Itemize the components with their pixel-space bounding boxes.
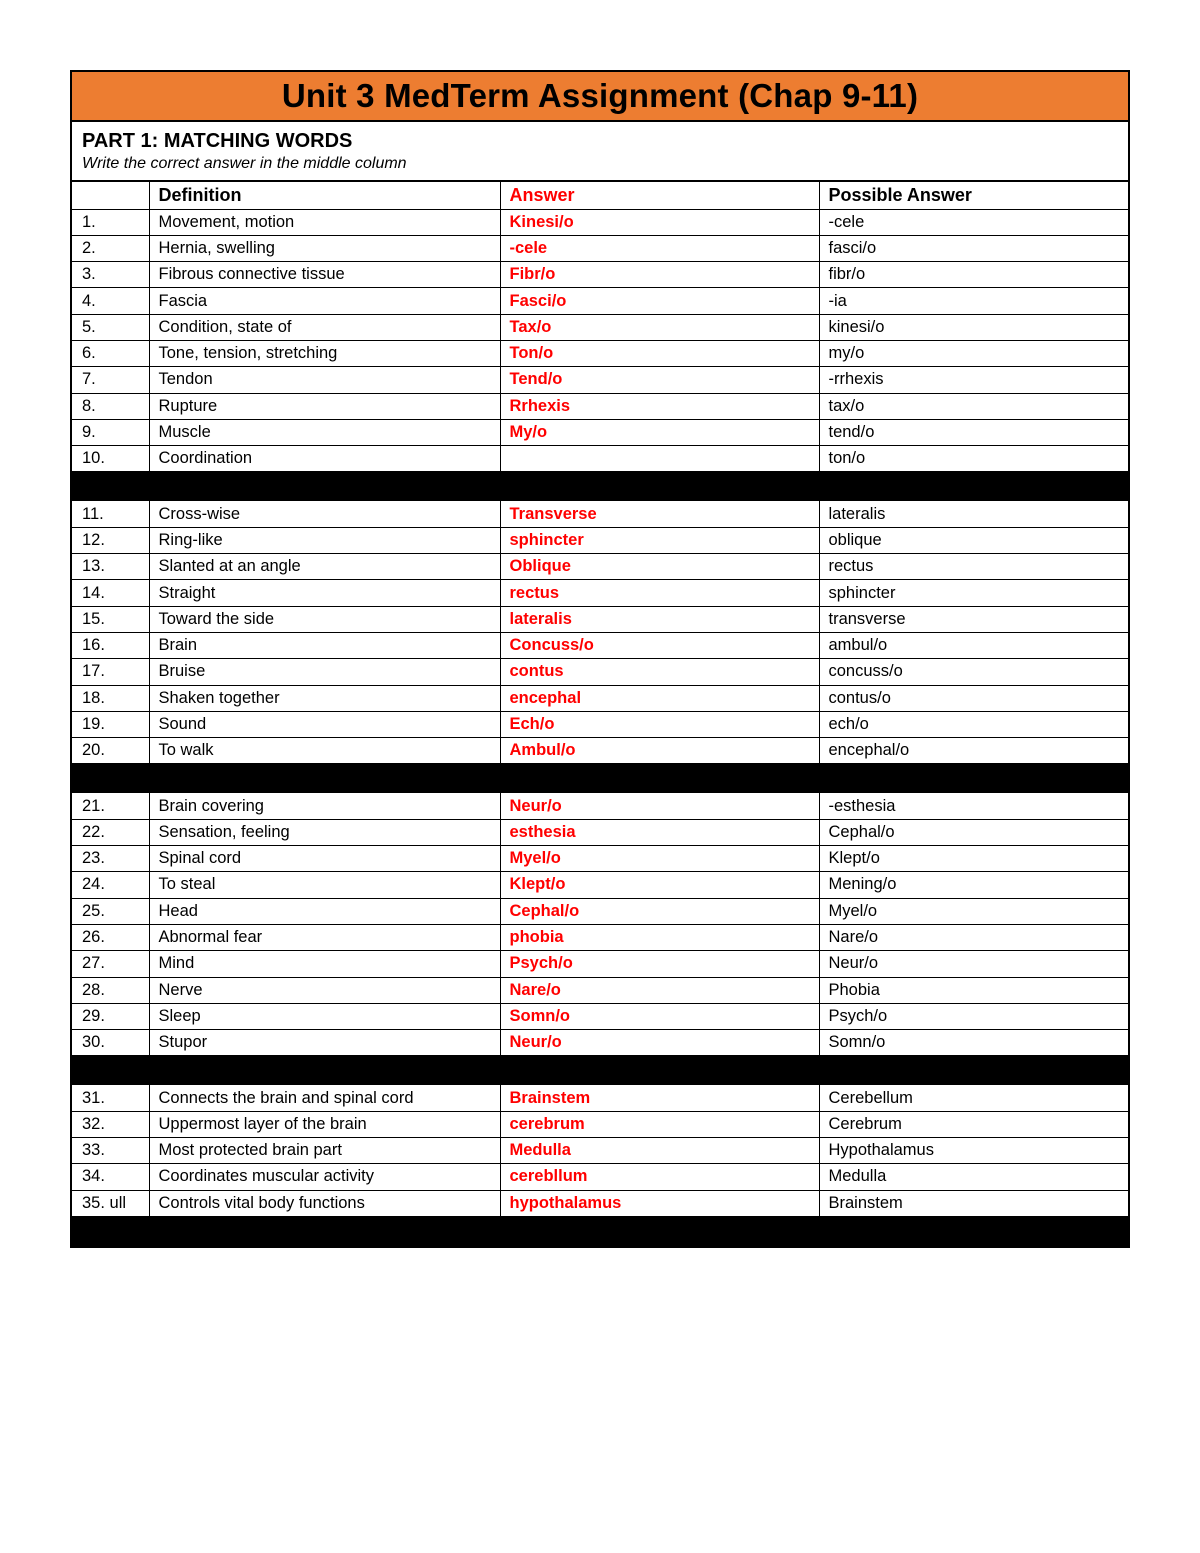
possible-answer-cell: kinesi/o bbox=[819, 314, 1128, 340]
possible-answer-cell: fasci/o bbox=[819, 235, 1128, 261]
possible-answer-cell: contus/o bbox=[819, 685, 1128, 711]
answer-cell[interactable]: Nare/o bbox=[500, 977, 819, 1003]
definition-cell: Sleep bbox=[149, 1003, 500, 1029]
definition-cell: Toward the side bbox=[149, 606, 500, 632]
row-number: 33. bbox=[72, 1138, 149, 1164]
definition-cell: Rupture bbox=[149, 393, 500, 419]
table-row bbox=[72, 1138, 1128, 1164]
separator-cell bbox=[819, 1216, 1128, 1245]
row-number: 34. bbox=[72, 1164, 149, 1190]
answer-cell[interactable]: Tax/o bbox=[500, 314, 819, 340]
answer-cell[interactable]: cerebllum bbox=[500, 1164, 819, 1190]
definition-cell: Slanted at an angle bbox=[149, 554, 500, 580]
separator-cell bbox=[500, 472, 819, 501]
answer-cell[interactable]: Concuss/o bbox=[500, 632, 819, 658]
table-row bbox=[72, 314, 1128, 340]
row-number: 24. bbox=[72, 872, 149, 898]
possible-answer-cell: Myel/o bbox=[819, 898, 1128, 924]
table-row bbox=[72, 898, 1128, 924]
possible-answer-cell: fibr/o bbox=[819, 262, 1128, 288]
answer-cell[interactable]: Ton/o bbox=[500, 340, 819, 366]
separator-cell bbox=[149, 1216, 500, 1245]
table-row bbox=[72, 288, 1128, 314]
definition-cell: Controls vital body functions bbox=[149, 1190, 500, 1216]
answer-cell[interactable]: -cele bbox=[500, 235, 819, 261]
possible-answer-cell: oblique bbox=[819, 527, 1128, 553]
table-row bbox=[72, 527, 1128, 553]
answer-cell[interactable]: Neur/o bbox=[500, 1030, 819, 1056]
possible-answer-cell: Cerebrum bbox=[819, 1111, 1128, 1137]
definition-cell: Spinal cord bbox=[149, 846, 500, 872]
row-number: 29. bbox=[72, 1003, 149, 1029]
possible-answer-cell: ambul/o bbox=[819, 632, 1128, 658]
table-row bbox=[72, 1111, 1128, 1137]
definition-cell: Straight bbox=[149, 580, 500, 606]
answer-cell[interactable] bbox=[500, 446, 819, 472]
answer-cell[interactable]: My/o bbox=[500, 419, 819, 445]
definition-cell: Sound bbox=[149, 711, 500, 737]
separator-cell bbox=[149, 472, 500, 501]
separator-cell bbox=[72, 1056, 149, 1085]
table-row bbox=[72, 1003, 1128, 1029]
worksheet-title: Unit 3 MedTerm Assignment (Chap 9-11) bbox=[72, 72, 1128, 122]
possible-answer-cell: Mening/o bbox=[819, 872, 1128, 898]
possible-answer-cell: Psych/o bbox=[819, 1003, 1128, 1029]
answer-cell[interactable]: lateralis bbox=[500, 606, 819, 632]
possible-answer-cell: -cele bbox=[819, 209, 1128, 235]
possible-answer-cell: encephal/o bbox=[819, 738, 1128, 764]
table-row bbox=[72, 419, 1128, 445]
possible-answer-cell: transverse bbox=[819, 606, 1128, 632]
possible-answer-cell: Medulla bbox=[819, 1164, 1128, 1190]
row-number: 23. bbox=[72, 846, 149, 872]
table-row bbox=[72, 738, 1128, 764]
answer-cell[interactable]: esthesia bbox=[500, 819, 819, 845]
definition-cell: Fibrous connective tissue bbox=[149, 262, 500, 288]
section-separator bbox=[72, 1216, 1128, 1245]
definition-cell: Stupor bbox=[149, 1030, 500, 1056]
separator-cell bbox=[819, 1056, 1128, 1085]
answer-cell[interactable]: Klept/o bbox=[500, 872, 819, 898]
definition-cell: Brain covering bbox=[149, 793, 500, 819]
row-number: 32. bbox=[72, 1111, 149, 1137]
answer-cell[interactable]: Myel/o bbox=[500, 846, 819, 872]
table-row bbox=[72, 632, 1128, 658]
possible-answer-cell: concuss/o bbox=[819, 659, 1128, 685]
definition-cell: Tone, tension, stretching bbox=[149, 340, 500, 366]
possible-answer-cell: Hypothalamus bbox=[819, 1138, 1128, 1164]
table-row bbox=[72, 606, 1128, 632]
answer-cell[interactable]: Transverse bbox=[500, 501, 819, 527]
separator-cell bbox=[72, 764, 149, 793]
definition-cell: Abnormal fear bbox=[149, 924, 500, 950]
table-row bbox=[72, 924, 1128, 950]
possible-answer-cell: Somn/o bbox=[819, 1030, 1128, 1056]
possible-answer-cell: Cerebellum bbox=[819, 1085, 1128, 1111]
answer-cell[interactable]: Tend/o bbox=[500, 367, 819, 393]
answer-cell[interactable]: Cephal/o bbox=[500, 898, 819, 924]
answer-cell[interactable]: hypothalamus bbox=[500, 1190, 819, 1216]
row-number: 26. bbox=[72, 924, 149, 950]
definition-cell: Coordinates muscular activity bbox=[149, 1164, 500, 1190]
definition-cell: Mind bbox=[149, 951, 500, 977]
definition-cell: Most protected brain part bbox=[149, 1138, 500, 1164]
row-number: 7. bbox=[72, 367, 149, 393]
definition-cell: Uppermost layer of the brain bbox=[149, 1111, 500, 1137]
separator-cell bbox=[500, 764, 819, 793]
table-row bbox=[72, 951, 1128, 977]
separator-cell bbox=[500, 1216, 819, 1245]
table-row bbox=[72, 235, 1128, 261]
answer-cell[interactable]: Ech/o bbox=[500, 711, 819, 737]
possible-answer-cell: Cephal/o bbox=[819, 819, 1128, 845]
answer-cell[interactable]: Kinesi/o bbox=[500, 209, 819, 235]
possible-answer-cell: rectus bbox=[819, 554, 1128, 580]
row-number: 18. bbox=[72, 685, 149, 711]
separator-cell bbox=[149, 764, 500, 793]
possible-answer-cell: Nare/o bbox=[819, 924, 1128, 950]
definition-cell: Ring-like bbox=[149, 527, 500, 553]
section-separator bbox=[72, 1056, 1128, 1085]
part-header bbox=[72, 122, 1128, 182]
possible-answer-cell: sphincter bbox=[819, 580, 1128, 606]
row-number: 35. ull bbox=[72, 1190, 149, 1216]
table-row bbox=[72, 685, 1128, 711]
answer-cell[interactable]: Ambul/o bbox=[500, 738, 819, 764]
section-separator bbox=[72, 472, 1128, 501]
possible-answer-cell: tax/o bbox=[819, 393, 1128, 419]
separator-cell bbox=[500, 1056, 819, 1085]
possible-answer-cell: Phobia bbox=[819, 977, 1128, 1003]
row-number: 28. bbox=[72, 977, 149, 1003]
definition-cell: Shaken together bbox=[149, 685, 500, 711]
definition-cell: Nerve bbox=[149, 977, 500, 1003]
separator-cell bbox=[72, 472, 149, 501]
table-row bbox=[72, 446, 1128, 472]
table-row bbox=[72, 209, 1128, 235]
possible-answer-cell: Neur/o bbox=[819, 951, 1128, 977]
row-number: 13. bbox=[72, 554, 149, 580]
possible-answer-column-header: Possible Answer bbox=[819, 182, 1128, 209]
possible-answer-cell: tend/o bbox=[819, 419, 1128, 445]
table-row bbox=[72, 1190, 1128, 1216]
answer-cell[interactable]: Psych/o bbox=[500, 951, 819, 977]
possible-answer-cell: Brainstem bbox=[819, 1190, 1128, 1216]
row-number: 11. bbox=[72, 501, 149, 527]
separator-cell bbox=[149, 1056, 500, 1085]
answer-cell[interactable]: encephal bbox=[500, 685, 819, 711]
part-instruction: Write the correct answer in the middle column bbox=[82, 155, 407, 172]
number-column-header bbox=[72, 182, 149, 209]
answer-cell[interactable]: Medulla bbox=[500, 1138, 819, 1164]
answer-cell[interactable]: cerebrum bbox=[500, 1111, 819, 1137]
row-number: 21. bbox=[72, 793, 149, 819]
row-number: 5. bbox=[72, 314, 149, 340]
table-row bbox=[72, 793, 1128, 819]
table-row bbox=[72, 846, 1128, 872]
separator-cell bbox=[819, 472, 1128, 501]
answer-cell[interactable]: Brainstem bbox=[500, 1085, 819, 1111]
possible-answer-cell: ton/o bbox=[819, 446, 1128, 472]
answer-cell[interactable]: Rrhexis bbox=[500, 393, 819, 419]
row-number: 4. bbox=[72, 288, 149, 314]
row-number: 8. bbox=[72, 393, 149, 419]
worksheet bbox=[70, 70, 1130, 1248]
section-separator bbox=[72, 764, 1128, 793]
definition-cell: Condition, state of bbox=[149, 314, 500, 340]
possible-answer-cell: -ia bbox=[819, 288, 1128, 314]
table-row bbox=[72, 1085, 1128, 1111]
possible-answer-cell: lateralis bbox=[819, 501, 1128, 527]
row-number: 15. bbox=[72, 606, 149, 632]
definition-cell: Brain bbox=[149, 632, 500, 658]
possible-answer-cell: Klept/o bbox=[819, 846, 1128, 872]
definition-cell: Movement, motion bbox=[149, 209, 500, 235]
row-number: 12. bbox=[72, 527, 149, 553]
definition-cell: Coordination bbox=[149, 446, 500, 472]
definition-cell: Bruise bbox=[149, 659, 500, 685]
definition-cell: Head bbox=[149, 898, 500, 924]
table-row bbox=[72, 501, 1128, 527]
answer-cell[interactable]: phobia bbox=[500, 924, 819, 950]
answer-column-header: Answer bbox=[500, 182, 819, 209]
row-number: 30. bbox=[72, 1030, 149, 1056]
possible-answer-cell: -rrhexis bbox=[819, 367, 1128, 393]
part-heading: PART 1: MATCHING WORDS bbox=[82, 130, 353, 152]
definition-cell: Muscle bbox=[149, 419, 500, 445]
row-number: 2. bbox=[72, 235, 149, 261]
table-row bbox=[72, 711, 1128, 737]
row-number: 16. bbox=[72, 632, 149, 658]
separator-cell bbox=[819, 764, 1128, 793]
table-row bbox=[72, 393, 1128, 419]
possible-answer-cell: my/o bbox=[819, 340, 1128, 366]
answer-cell[interactable]: Somn/o bbox=[500, 1003, 819, 1029]
separator-cell bbox=[72, 1216, 149, 1245]
table-row bbox=[72, 554, 1128, 580]
possible-answer-cell: ech/o bbox=[819, 711, 1128, 737]
answer-cell[interactable]: sphincter bbox=[500, 527, 819, 553]
table-row bbox=[72, 819, 1128, 845]
definition-cell: Hernia, swelling bbox=[149, 235, 500, 261]
answer-cell[interactable]: Fibr/o bbox=[500, 262, 819, 288]
row-number: 10. bbox=[72, 446, 149, 472]
row-number: 22. bbox=[72, 819, 149, 845]
answer-cell[interactable]: Oblique bbox=[500, 554, 819, 580]
possible-answer-cell: -esthesia bbox=[819, 793, 1128, 819]
definition-cell: Cross-wise bbox=[149, 501, 500, 527]
definition-cell: Fascia bbox=[149, 288, 500, 314]
row-number: 9. bbox=[72, 419, 149, 445]
definition-cell: Tendon bbox=[149, 367, 500, 393]
row-number: 17. bbox=[72, 659, 149, 685]
definition-cell: To steal bbox=[149, 872, 500, 898]
definition-column-header: Definition bbox=[149, 182, 500, 209]
row-number: 25. bbox=[72, 898, 149, 924]
definition-cell: Connects the brain and spinal cord bbox=[149, 1085, 500, 1111]
table-row bbox=[72, 262, 1128, 288]
answer-cell[interactable]: rectus bbox=[500, 580, 819, 606]
table-row bbox=[72, 1164, 1128, 1190]
row-number: 27. bbox=[72, 951, 149, 977]
table-row bbox=[72, 580, 1128, 606]
definition-cell: To walk bbox=[149, 738, 500, 764]
answer-cell[interactable]: Fasci/o bbox=[500, 288, 819, 314]
table-row bbox=[72, 977, 1128, 1003]
row-number: 3. bbox=[72, 262, 149, 288]
row-number: 31. bbox=[72, 1085, 149, 1111]
table-row bbox=[72, 340, 1128, 366]
row-number: 19. bbox=[72, 711, 149, 737]
matching-table bbox=[72, 182, 1128, 1246]
answer-cell[interactable]: contus bbox=[500, 659, 819, 685]
table-row bbox=[72, 1030, 1128, 1056]
row-number: 6. bbox=[72, 340, 149, 366]
row-number: 20. bbox=[72, 738, 149, 764]
answer-cell[interactable]: Neur/o bbox=[500, 793, 819, 819]
row-number: 14. bbox=[72, 580, 149, 606]
definition-cell: Sensation, feeling bbox=[149, 819, 500, 845]
table-row bbox=[72, 659, 1128, 685]
table-row bbox=[72, 367, 1128, 393]
table-header-row bbox=[72, 182, 1128, 209]
row-number: 1. bbox=[72, 209, 149, 235]
table-row bbox=[72, 872, 1128, 898]
